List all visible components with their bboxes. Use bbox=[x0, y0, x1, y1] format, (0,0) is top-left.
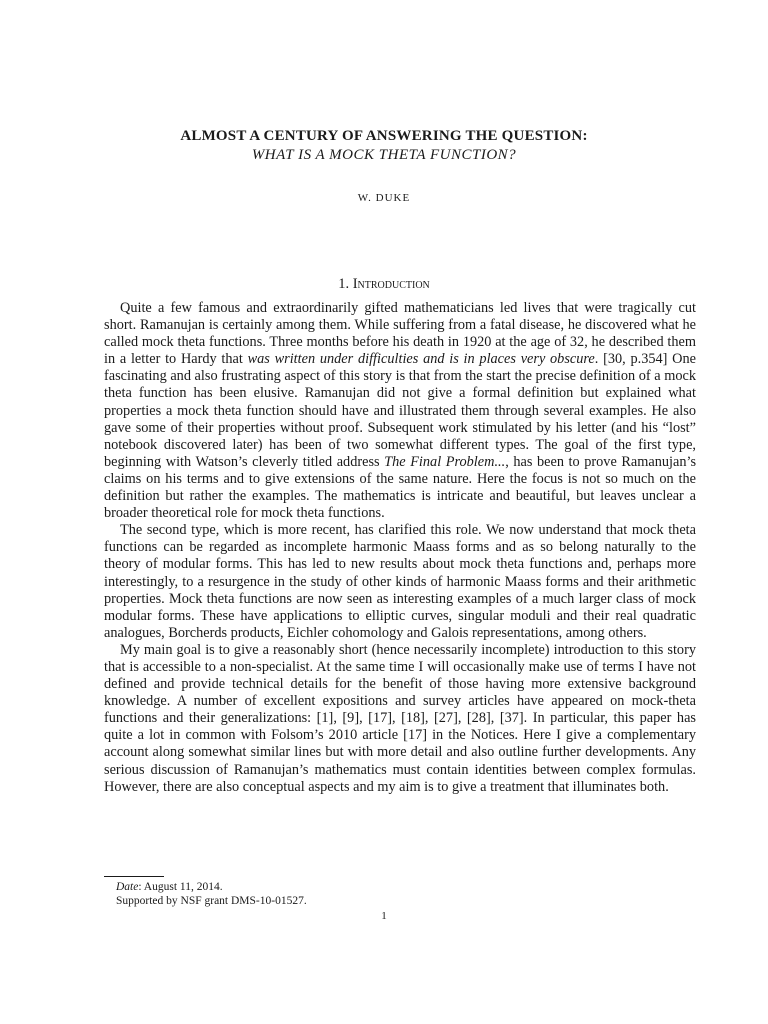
paragraph-3: My main goal is to give a reasonably short (hence necessarily incomplete) introduction to this story that is accessible to a non-specialist. At the same time I will occasionally make use of terms I have not defined and provide technical details for the benefit of those having more extensive background knowledge. A number of excellent expositions and survey articles have appeared on mock-theta functions and their generalizations: [1], [9], [17], [18], [27], [28], [37]. In particular, this paper has quite a lot in common with Folsom’s 2010 article [17] in the Notices. Here I give a complementary account along somewhat similar lines but with more detail and also outline further developments. Any serious discussion of Ramanujan’s mathematics must contain identities between complex formulas. However, there are also conceptual aspects and my aim is to give a treatment that illuminates both. bbox=[104, 641, 696, 795]
text-run: . [30, p.354] One fascinating and also frustrating aspect of this story is that from the start the precise definition of a mock theta function has been elusive. Ramanujan did not give a formal definition but explained what properties a mock theta function should have and illustrated them through several examples. He also gave some of their properties without proof. Subsequent work stimulated by his letter (and his “lost” notebook discovered later) has been of two somewhat different types. The goal of the first type, beginning with Watson’s cleverly titled address bbox=[104, 351, 696, 470]
italic-title: The Final Problem... bbox=[384, 453, 506, 470]
footnote-rule bbox=[104, 876, 164, 877]
date-label: Date bbox=[116, 881, 139, 893]
paragraph-1 bbox=[104, 300, 696, 522]
section-heading bbox=[0, 276, 768, 293]
footnote-support: Supported by NSF grant DMS-10-01527. bbox=[116, 895, 307, 907]
section-title: Introduction bbox=[352, 276, 430, 292]
paragraph-2: The second type, which is more recent, has clarified this role. We now understand that mock theta functions can be regarded as incomplete harmonic Maass forms and as so belong naturally to the theory of modular forms. This has led to new results about mock theta functions and, perhaps more interestingly, to a resurgence in the study of other kinds of harmonic Maass forms and their arithmetic properties. Mock theta functions are now seen as interesting examples of a much larger class of mock modular forms. These have applications to elliptic curves, singular moduli and their real quadratic analogues, Borcherds products, Eichler cohomology and Galois representations, among others. bbox=[104, 522, 696, 641]
paper-subtitle: WHAT IS A MOCK THETA FUNCTION? bbox=[251, 147, 517, 163]
author: W. DUKE bbox=[357, 192, 411, 204]
text-run: , has been to prove Ramanujan’s claims on his terms and to give extensions of the same nature. Here the focus is not so much on the definition but rather the examples. The mathematics is intricate and beautiful, but leaves unclear a broader theoretical role for mock theta functions. bbox=[104, 453, 697, 522]
footnotes bbox=[104, 880, 696, 908]
paper-title: ALMOST A CENTURY OF ANSWERING THE QUESTION: bbox=[180, 128, 588, 144]
italic-quote: was written under difficulties and is in places very obscure bbox=[247, 351, 595, 368]
page-number: 1 bbox=[381, 910, 387, 922]
date-value: : August 11, 2014. bbox=[138, 881, 223, 893]
body-text bbox=[104, 300, 696, 796]
text-run: Quite a few famous and extraordinarily gifted mathematicians led lives that were tragically cut short. Ramanujan is certainly among them. While suffering from a fatal disease, he discovered what he called mock theta functions. Three months before his death in 1920 at the age of 32, he described them in a letter to Hardy that bbox=[104, 300, 696, 368]
footnote-date bbox=[104, 880, 696, 894]
section-number: 1. bbox=[338, 276, 350, 292]
